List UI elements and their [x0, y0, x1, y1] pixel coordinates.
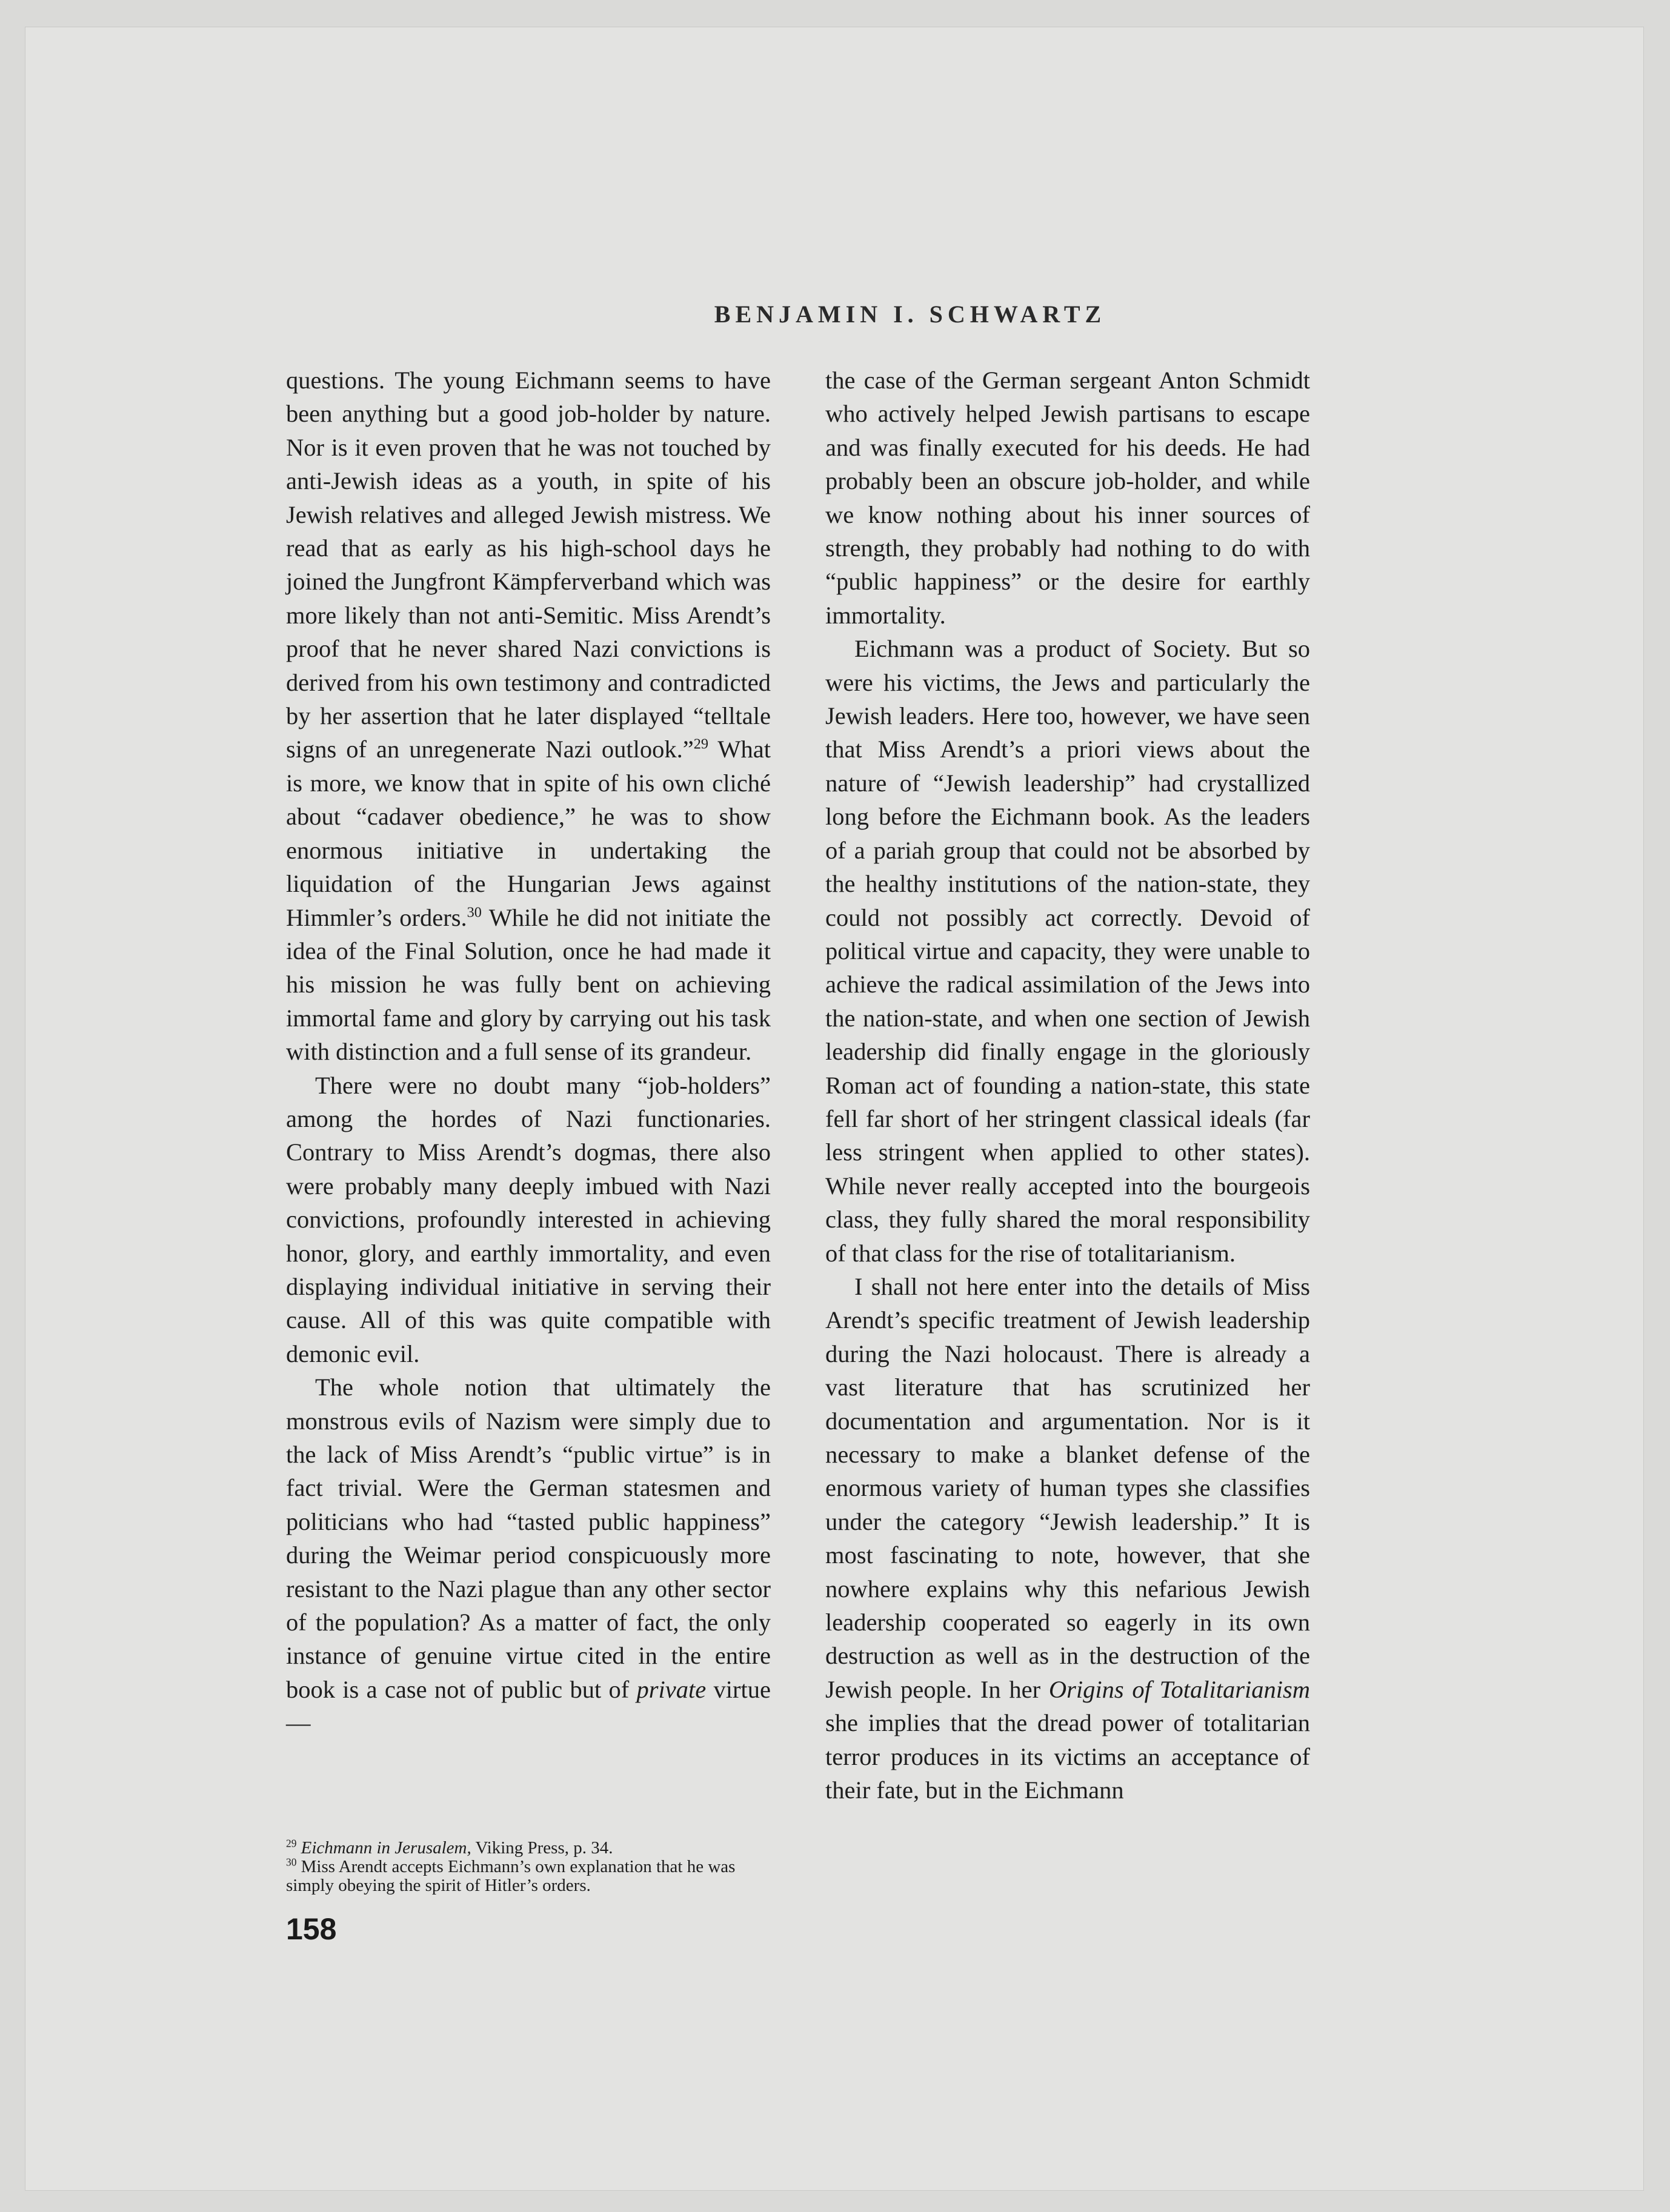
paragraph-text: I shall not here enter into the details of Miss Arendt’s specific treatment of Jewish leadership during the Nazi holocaust. There is already a vast literature that has scrutinized her documentation and argumentation. Nor is it necessary to make a blanket defense of the enormous variety of human types she classifies under the category “Jewish leadership.” It is most fascinating to note, however, that she nowhere explains why this nefarious Jewish leadership cooperated so eagerly in its own destruction as well as in the destruction of the Jewish people. In her — [825, 1272, 1310, 1703]
paragraph — [286, 364, 771, 1069]
paragraph — [825, 1270, 1310, 1807]
footnote-text: Viking Press, p. 34. — [471, 1838, 613, 1858]
footnote-reference: 29 — [693, 736, 708, 752]
paragraph-text: questions. The young Eichmann seems to have been anything but a good job-holder by nature. Nor is it even proven that he was not touched by anti-Jewish ideas as a youth, in spite of his Jewish relatives and alleged Jewish mistress. We read that as early as his high-school days he joined the Jungfront Kämpferverband which was more likely than not anti-Semitic. Miss Arendt’s proof that he never shared Nazi convictions is derived from his own testimony and contradicted by her assertion that he later displayed “telltale signs of an unregenerate Nazi outlook.” — [286, 367, 771, 763]
footnote-source: Eichmann in Jerusalem, — [301, 1838, 471, 1858]
footnote-number: 29 — [286, 1837, 297, 1850]
right-column — [825, 364, 1310, 1807]
document-page — [25, 27, 1643, 2190]
emphasis: private — [636, 1675, 707, 1703]
page-number: 158 — [286, 1912, 337, 1946]
footnote-reference: 30 — [467, 904, 482, 920]
paragraph-text: What is more, we know that in spite of his own cliché about “cadaver obedience,” he was to show enormous initiative in undertaking the liquidation of the Hungarian Jews against Himmler’s orders. — [286, 736, 771, 931]
paragraph: the case of the German sergeant Anton Schmidt who actively helped Jewish partisans to escape and was finally executed for his deeds. He had probably been an obscure job-holder, and while we know nothing about his inner sources of strength, they probably had nothing to do with “public happiness” or the desire for earthly immortality. — [825, 367, 1310, 629]
paragraph: There were no doubt many “job-holders” among the hordes of Nazi functionaries. Contrary to Miss Arendt’s dogmas, there also were probably many deeply imbued with Nazi convictions, profoundly interested in achieving honor, glory, and earthly immortality, and even displaying individual initiative in serving their cause. All of this was quite compatible with demonic evil. — [286, 1071, 771, 1367]
paragraph: Eichmann was a product of Society. But so were his victims, the Jews and particularly the Jewish leaders. Here too, however, we have seen that Miss Arendt’s a priori views about the nature of “Jewish leadership” had crystallized long before the Eichmann book. As the leaders of a pariah group that could not be absorbed by the healthy institutions of the nation-state, they could not possibly act correctly. Devoid of political virtue and capacity, they were unable to achieve the radical assimilation of the Jews into the nation-state, and when one section of Jewish leadership did finally engage in the gloriously Roman act of founding a nation-state, this state fell far short of her stringent classical ideals (far less stringent when applied to other states). While never really accepted into the bourgeois class, they fully shared the moral responsibility of that class for the rise of totalitarianism. — [825, 635, 1310, 1267]
paragraph-text: virtue— — [286, 1675, 771, 1737]
footnote-text: Miss Arendt accepts Eichmann’s own explanation that he was simply obeying the spirit of Hitler’s orders. — [286, 1857, 736, 1895]
footnote-number: 30 — [286, 1856, 297, 1868]
footnotes — [286, 1839, 783, 1895]
book-title: Origins of Totalitarianism — [1048, 1675, 1310, 1703]
paragraph — [286, 1370, 771, 1739]
left-column — [286, 364, 771, 1740]
footnote — [286, 1858, 783, 1895]
paragraph-text: The whole notion that ultimately the monstrous evils of Nazism were simply due to the lack of Miss Arendt’s “public virtue” is in fact trivial. Were the German statesmen and politicians who had “tasted public happiness” during the Weimar period conspicuously more resistant to the Nazi plague than any other sector of the population? As a matter of fact, the only instance of genuine virtue cited in the entire book is a case not of public but of — [286, 1373, 771, 1703]
paragraph-text: she implies that the dread power of totalitarian terror produces in its victims an acceptance of their fate, but in the Eichmann — [825, 1709, 1310, 1804]
running-head: BENJAMIN I. SCHWARTZ — [714, 301, 1106, 328]
footnote — [286, 1839, 783, 1858]
paragraph-text: While he did not initiate the idea of the Final Solution, once he had made it his mission he was fully bent on achieving immortal fame and glory by carrying out his task with distinction and a full sense of its grandeur. — [286, 903, 771, 1066]
